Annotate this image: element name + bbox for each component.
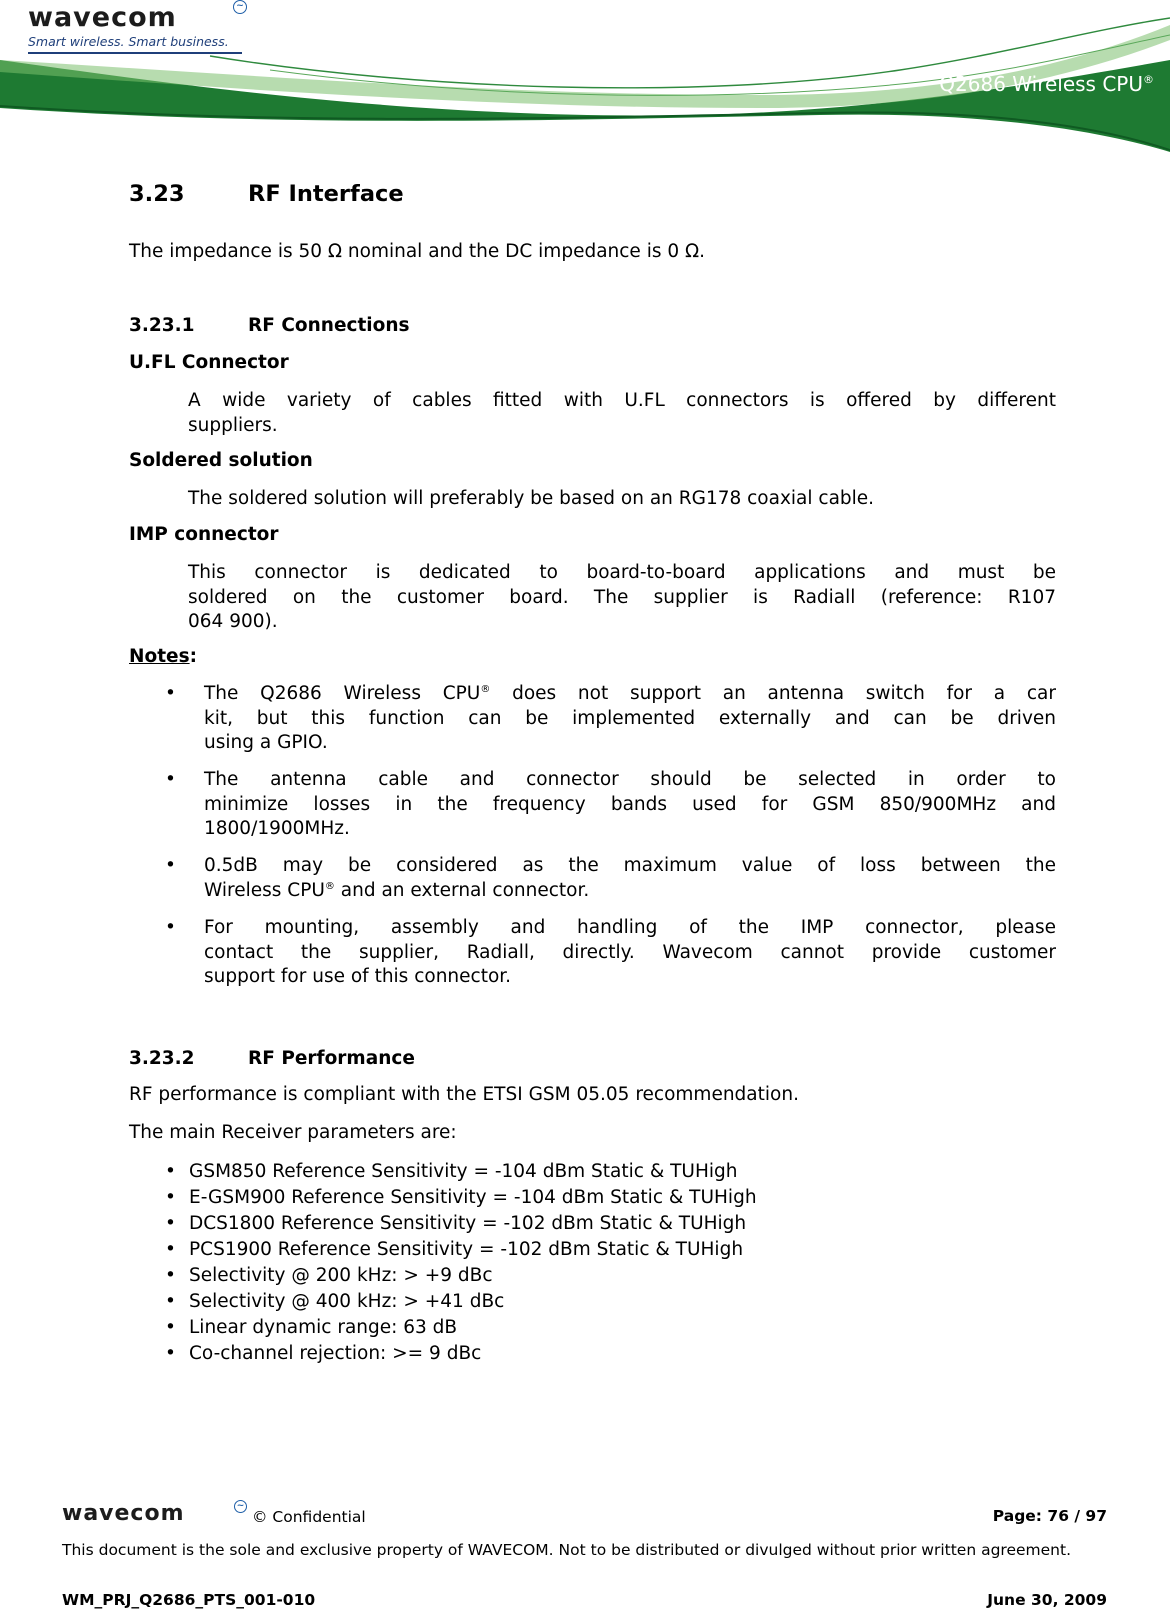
note-line: contact the supplier, Radiall, directly. Wavecom cannot provide customer — [204, 941, 1056, 963]
subsection-number: 3.23.2 — [129, 1048, 195, 1069]
bullet-icon: • — [165, 1187, 176, 1208]
note-line: For mounting, assembly and handling of the IMP connector, please — [204, 917, 1056, 938]
receiver-intro: The main Receiver parameters are: — [129, 1122, 457, 1143]
subsection-heading-connections — [129, 315, 410, 336]
document-date: June 30, 2009 — [987, 1591, 1107, 1609]
bullet-icon: • — [165, 683, 176, 704]
subsection-number: 3.23.1 — [129, 315, 195, 336]
note-line: 1800/1900MHz. — [204, 818, 350, 839]
ufl-description — [188, 389, 1056, 438]
ufl-line: A wide variety of cables fitted with U.FL connectors is offered by different — [188, 390, 1056, 411]
param-text: Linear dynamic range: 63 dB — [189, 1317, 458, 1338]
bullet-icon: • — [165, 1317, 176, 1338]
bullet-icon: • — [165, 769, 176, 790]
param-text: E-GSM900 Reference Sensitivity = -104 dBm Static & TUHigh — [189, 1187, 757, 1208]
bullet-icon: • — [165, 855, 176, 876]
notes-title — [129, 646, 197, 667]
note-text — [204, 682, 1056, 756]
note-line: The antenna cable and connector should be selected in order to — [204, 769, 1056, 790]
param-text: GSM850 Reference Sensitivity = -104 dBm Static & TUHigh — [189, 1161, 738, 1182]
document-id: WM_PRJ_Q2686_PTS_001-010 — [62, 1591, 316, 1609]
note-text — [204, 916, 1056, 990]
bullet-icon: • — [165, 1239, 176, 1260]
bullet-icon: • — [165, 1213, 176, 1234]
section-title: RF Interface — [248, 181, 404, 207]
wavecom-logo — [28, 2, 258, 54]
registered-mark: ® — [1143, 73, 1154, 86]
note-text — [204, 854, 1056, 903]
bullet-icon: • — [165, 1343, 176, 1364]
note-line: kit, but this function can be implemented externally and can be driven — [204, 707, 1056, 729]
imp-title: IMP connector — [129, 524, 279, 545]
param-text: PCS1900 Reference Sensitivity = -102 dBm Static & TUHigh — [189, 1239, 744, 1260]
param-text: Co-channel rejection: >= 9 dBc — [189, 1343, 482, 1364]
logo-trademark-icon: ~ — [233, 0, 247, 14]
note-line: The Q2686 Wireless CPU® does not support an antenna switch for a car — [204, 683, 1056, 704]
note-line: using a GPIO. — [204, 732, 328, 753]
note-line: minimize losses in the frequency bands used for GSM 850/900MHz and — [204, 793, 1056, 815]
product-title — [939, 72, 1154, 96]
page-header — [0, 0, 1170, 160]
note-line: Wireless CPU® and an external connector. — [204, 879, 590, 901]
section-intro: The impedance is 50 Ω nominal and the DC impedance is 0 Ω. — [129, 241, 706, 262]
subsection-title: RF Connections — [248, 315, 410, 336]
footer-legal-notice: This document is the sole and exclusive property of WAVECOM. Not to be distributed or divulged without prior written agreement. — [62, 1541, 1071, 1559]
param-text: Selectivity @ 200 kHz: > +9 dBc — [189, 1265, 493, 1286]
ufl-title: U.FL Connector — [129, 352, 289, 373]
imp-line: 064 900). — [188, 611, 278, 632]
param-text: DCS1800 Reference Sensitivity = -102 dBm Static & TUHigh — [189, 1213, 747, 1234]
subsection-title: RF Performance — [248, 1048, 415, 1069]
performance-intro: RF performance is compliant with the ETSI GSM 05.05 recommendation. — [129, 1084, 799, 1105]
bullet-icon: • — [165, 1161, 176, 1182]
bullet-icon: • — [165, 917, 176, 938]
logo-wordmark: wavecom — [28, 2, 177, 33]
imp-line: This connector is dedicated to board-to-board applications and must be — [188, 562, 1056, 583]
note-line: support for use of this connector. — [204, 966, 512, 987]
notes-colon: : — [189, 646, 198, 667]
section-heading — [129, 181, 404, 207]
note-line: 0.5dB may be considered as the maximum value of loss between the — [204, 855, 1056, 876]
bullet-icon: • — [165, 1291, 176, 1312]
ufl-line: suppliers. — [188, 414, 278, 436]
param-text: Selectivity @ 400 kHz: > +41 dBc — [189, 1291, 505, 1312]
subsection-heading-performance — [129, 1048, 415, 1069]
footer-logo-trademark-icon: ~ — [234, 1500, 247, 1513]
product-name: Q2686 Wireless CPU — [939, 72, 1143, 96]
logo-tagline: Smart wireless. Smart business. — [28, 34, 229, 49]
section-number: 3.23 — [129, 181, 185, 207]
page-number: Page: 76 / 97 — [992, 1507, 1107, 1525]
bullet-icon: • — [165, 1265, 176, 1286]
soldered-title: Soldered solution — [129, 450, 313, 471]
note-text — [204, 768, 1056, 842]
notes-label: Notes — [129, 646, 190, 667]
footer-confidential: © Confidential — [252, 1508, 366, 1526]
soldered-description: The soldered solution will preferably be based on an RG178 coaxial cable. — [188, 488, 875, 509]
footer-logo: wavecom — [62, 1501, 185, 1526]
imp-line: soldered on the customer board. The supplier is Radiall (reference: R107 — [188, 586, 1056, 608]
logo-underline — [28, 52, 242, 54]
imp-description — [188, 561, 1056, 635]
